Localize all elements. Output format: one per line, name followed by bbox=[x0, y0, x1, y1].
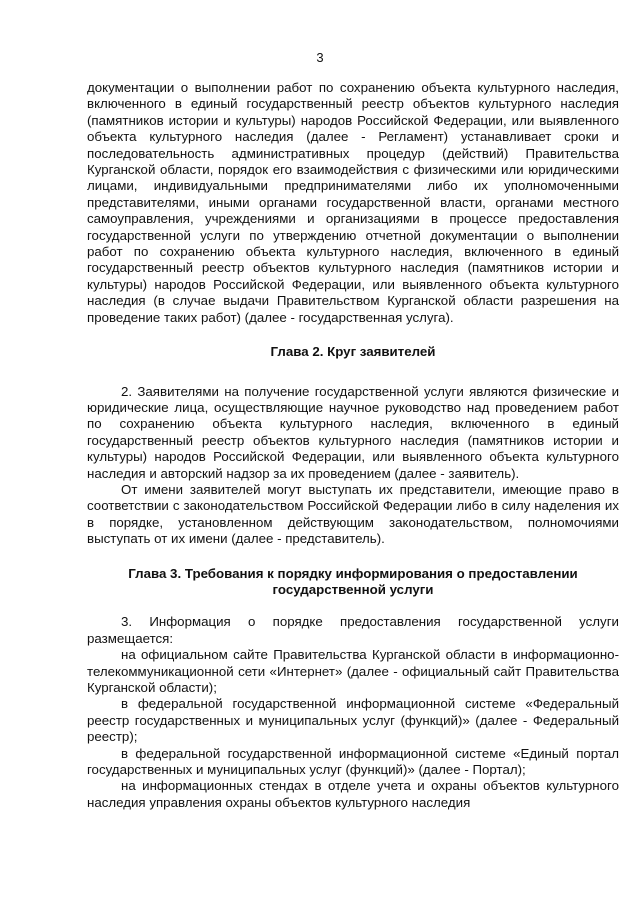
paragraph-info-placement: 3. Информация о порядке предоставления государственной услуги размещается: bbox=[87, 614, 619, 646]
paragraph-federal-registry: в федеральной государственной информационной системе «Федеральный реестр государственных и муниципальных услуг (функций)» (далее - Федеральный реестр); bbox=[87, 696, 619, 745]
paragraph-portal: в федеральной государственной информационной системе «Единый портал государственных и муниципальных услуг (функций)» (далее - Портал); bbox=[87, 745, 619, 778]
paragraph-regulation-scope: документации о выполнении работ по сохранению объекта культурного наследия, включенного в единый государственный реестр объектов культурного наследия (памятников истории и культуры) народов Российской Федерации, или выявленного объекта культурного наследия (далее - Регламент) устанавливает сроки и последовательность административных процедур (действий) Правительства Курганской области, порядок его взаимодействия с физическими или юридическими лицами, индивидуальными предпринимателями либо их уполномоченными представителями, иными органами государственной власти, органами местного самоуправления, учреждениями и организациями в процессе предоставления государственной услуги по утверждению отчетной документации о выполнении работ по сохранению объекта культурного наследия, включенного в единый государственный реестр объектов культурного наследия (памятников истории и культуры) народов Российской Федерации, или выявленного объекта культурного наследия (в случае выдачи Правительством Курганской области разрешения на проведение таких работ) (далее - государственная услуга). bbox=[87, 80, 619, 325]
chapter-3-heading-line-2: государственной услуги bbox=[272, 581, 434, 597]
chapter-2-heading: Глава 2. Круг заявителей bbox=[270, 344, 436, 360]
document-body bbox=[87, 80, 619, 811]
paragraph-applicants: 2. Заявителями на получение государственной услуги являются физические и юридические лица, осуществляющие научное руководство над проведением работ по сохранению объекта культурного наследия, включенного в единый государственный реестр объектов культурного наследия (памятников истории и культуры) народов Российской Федерации, или выявленного объекта культурного наследия и авторский надзор за их проведением (далее - заявитель). bbox=[87, 383, 619, 481]
paragraph-official-site: на официальном сайте Правительства Курганской области в информационно-телекоммуникационной сети «Интернет» (далее - официальный сайт Правительства Курганской области); bbox=[87, 647, 619, 695]
chapter-3-heading-line-1: Глава 3. Требования к порядку информирования о предоставлении bbox=[128, 565, 578, 581]
paragraph-info-stands: на информационных стендах в отделе учета и охраны объектов культурного наследия управления охраны объектов культурного наследия bbox=[87, 778, 619, 810]
paragraph-representatives: От имени заявителей могут выступать их представители, имеющие право в соответствии с законодательством Российской Федерации либо в силу наделения их в порядке, установленном действующим законодательством, полномочиями выступать от их имени (далее - представитель). bbox=[87, 481, 619, 547]
page-number: 3 bbox=[316, 50, 324, 65]
